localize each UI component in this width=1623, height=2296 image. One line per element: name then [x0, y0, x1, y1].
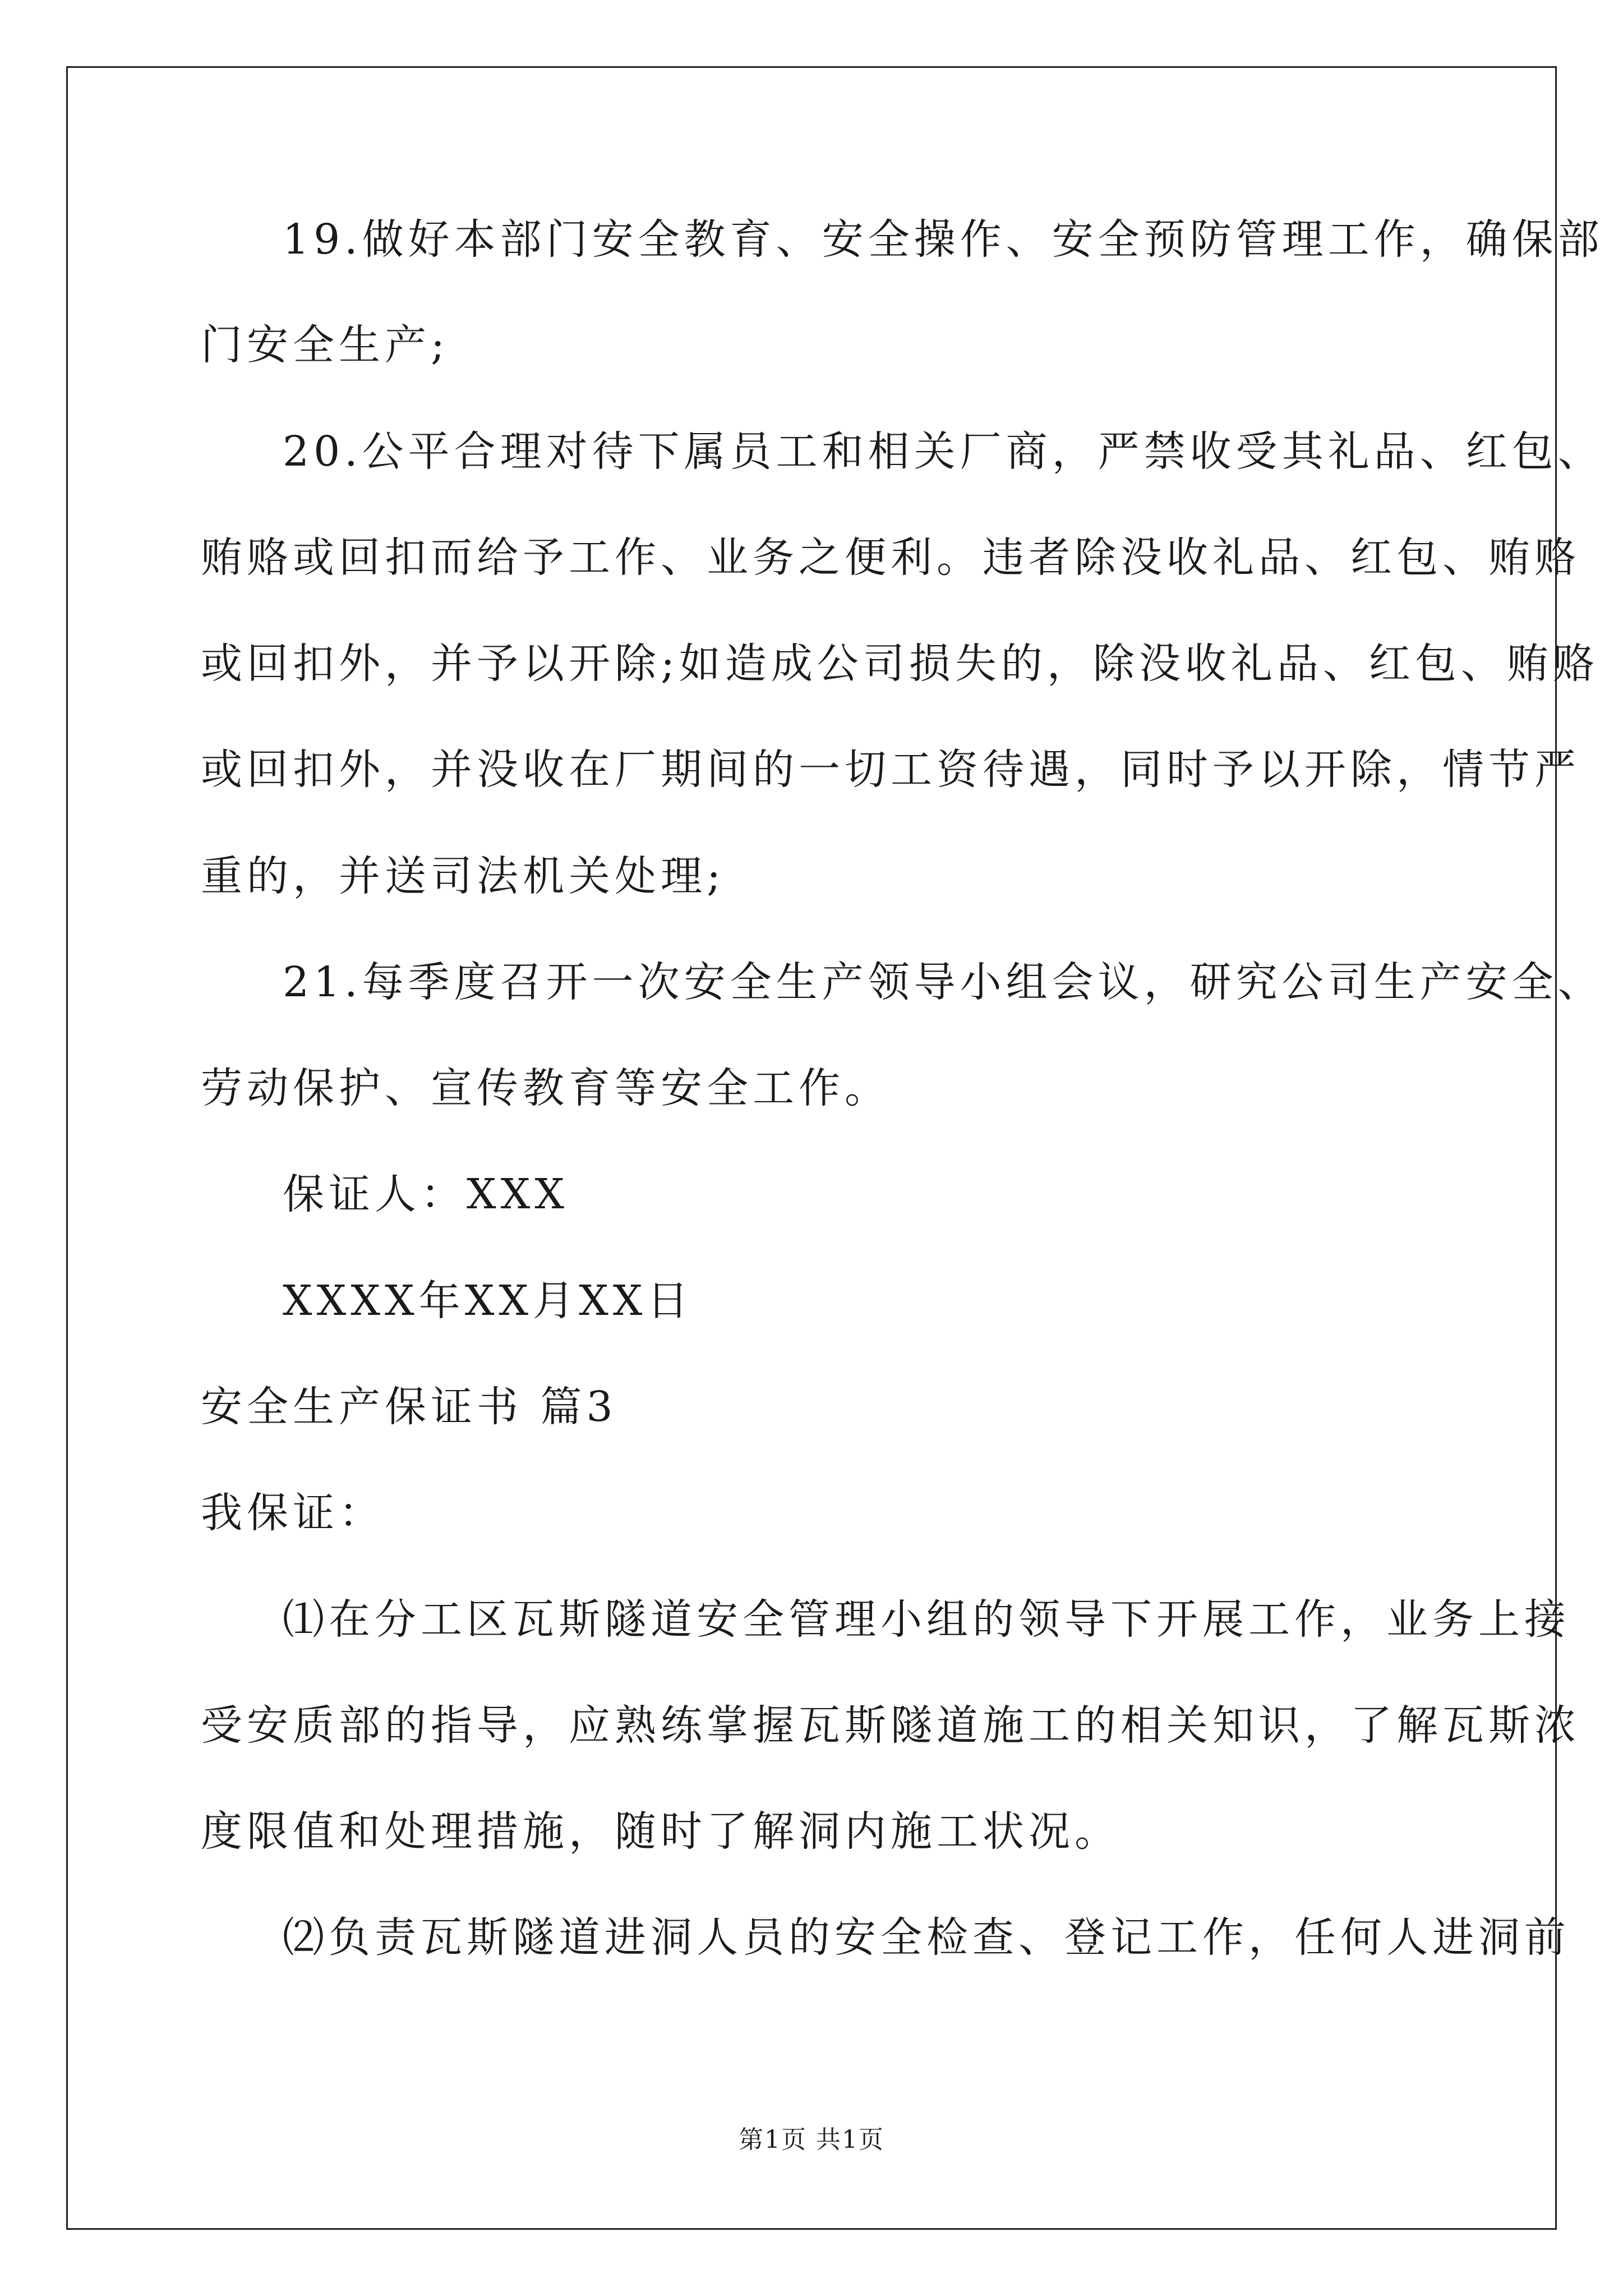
item-1-line-1: ⑴在分工区瓦斯隧道安全管理小组的领导下开展工作，业务上接: [283, 1595, 1570, 1644]
pledge-intro: 我保证：: [201, 1489, 385, 1537]
item-1-line-2: 受安质部的指导，应熟练掌握瓦斯隧道施工的相关知识，了解瓦斯浓: [201, 1701, 1580, 1750]
page-border: [66, 66, 1557, 2230]
date-line: XXXX年XX月XX日: [283, 1277, 693, 1325]
paragraph-20-line-3: 或回扣外，并予以开除;如造成公司损失的，除没收礼品、红包、贿赂: [201, 639, 1599, 688]
paragraph-20-line-2: 贿赂或回扣而给予工作、业务之便利。违者除没收礼品、红包、贿赂: [201, 533, 1580, 582]
section-heading: 安全生产保证书 篇3: [201, 1383, 617, 1431]
item-1-line-3: 度限值和处理措施，随时了解洞内施工状况。: [201, 1807, 1121, 1856]
paragraph-19-line-2: 门安全生产;: [201, 321, 449, 369]
paragraph-21-line-1: 21.每季度召开一次安全生产领导小组会议，研究公司生产安全、: [283, 958, 1604, 1006]
paragraph-19-line-1: 19.做好本部门安全教育、安全操作、安全预防管理工作，确保部: [283, 215, 1604, 264]
item-2-line-1: ⑵负责瓦斯隧道进洞人员的安全检查、登记工作，任何人进洞前: [283, 1913, 1570, 1962]
paragraph-20-line-1: 20.公平合理对待下属员工和相关厂商，严禁收受其礼品、红包、: [283, 427, 1604, 476]
paragraph-20-line-5: 重的，并送司法机关处理;: [201, 852, 725, 900]
paragraph-21-line-2: 劳动保护、宣传教育等安全工作。: [201, 1064, 891, 1112]
paragraph-20-line-4: 或回扣外，并没收在厂期间的一切工资待遇，同时予以开除，情节严: [201, 746, 1580, 794]
page-number-footer: 第1页 共1页: [739, 2125, 884, 2154]
guarantor-line: 保证人：XXX: [283, 1170, 569, 1218]
